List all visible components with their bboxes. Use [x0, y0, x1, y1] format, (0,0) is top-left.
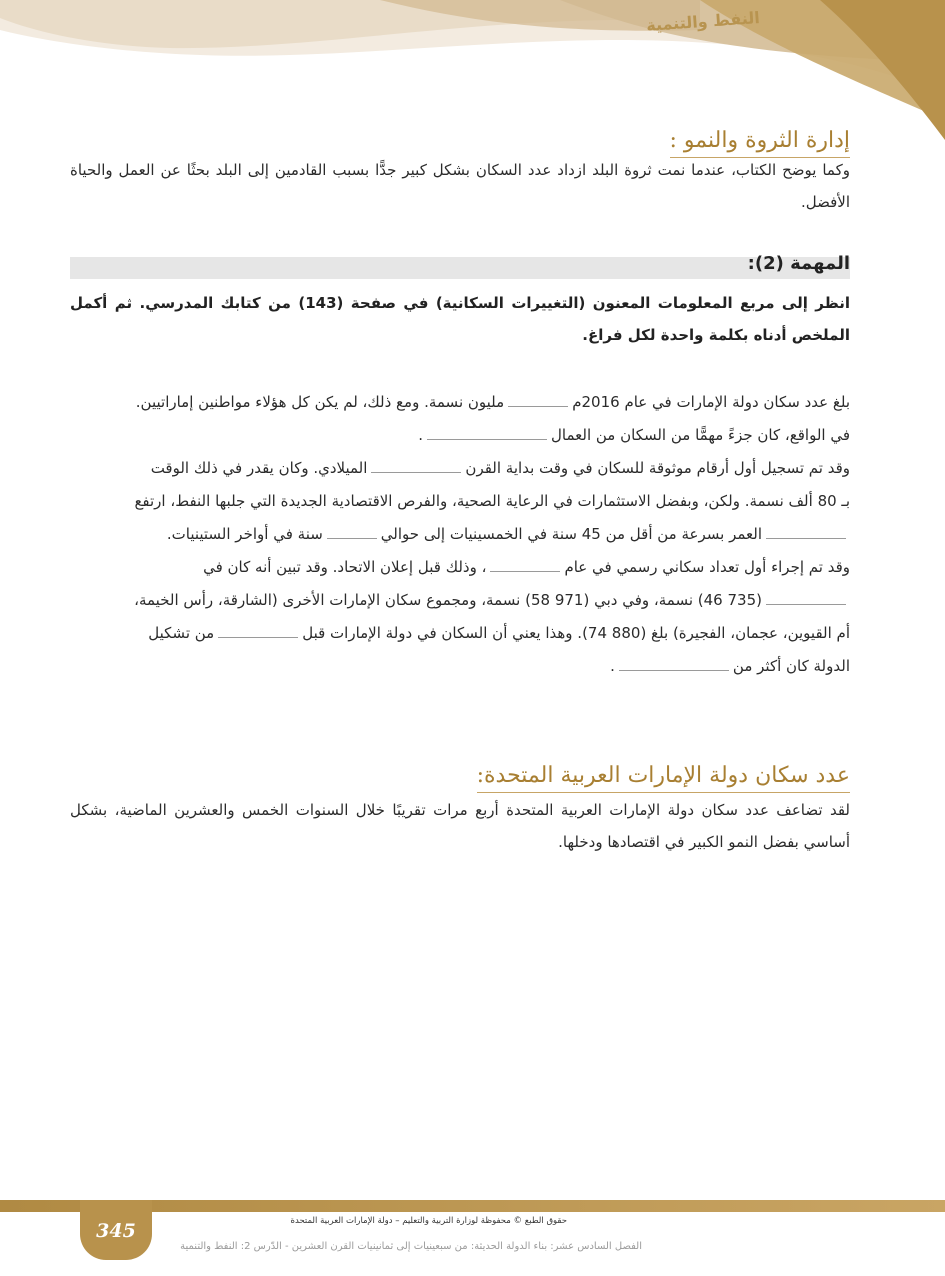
summary-line: [70, 419, 850, 452]
page-number: 345: [96, 1220, 136, 1242]
summary-text: .: [610, 657, 615, 675]
summary-line: [70, 584, 850, 617]
summary-line: [70, 452, 850, 485]
summary-text: العمر بسرعة من أقل من 45 سنة في الخمسينيات إلى حوالي: [380, 525, 762, 543]
population-paragraph: لقد تضاعف عدد سكان دولة الإمارات العربية المتحدة أربع مرات تقريبًا خلال السنوات الخمس والعشرين الماضية، بشكل أساسي بفضل النمو الكبير في اقتصادها ودخلها.: [70, 801, 850, 851]
summary-text: الدولة كان أكثر من: [732, 657, 850, 675]
answer-blank[interactable]: [766, 590, 846, 605]
section-heading-wealth: إدارة الثروة والنمو :: [670, 128, 850, 158]
task-instruction: انظر إلى مربع المعلومات المعنون (التغييرات السكانية) في صفحة (143) من كتابك المدرسي. ثم أكمل الملخص أدناه بكلمة واحدة لكل فراغ.: [70, 294, 850, 344]
summary-text: أم القيوين، عجمان، الفجيرة) بلغ (880 74). وهذا يعني أن السكان في دولة الإمارات قبل: [302, 624, 850, 642]
answer-blank[interactable]: [508, 392, 568, 407]
answer-blank[interactable]: [619, 656, 729, 671]
lesson-breadcrumb: الفصل السادس عشر: بناء الدولة الحديثة: من سبعينيات إلى ثمانينيات القرن العشرين - الدّرس 2: النفط والتنمية: [180, 1241, 642, 1252]
answer-blank[interactable]: [427, 425, 547, 440]
summary-text: الميلادي. وكان يقدر في ذلك الوقت: [150, 459, 368, 477]
summary-text: وقد تم تسجيل أول أرقام موثوقة للسكان في وقت بداية القرن: [465, 459, 850, 477]
summary-line: [70, 386, 850, 419]
summary-text: ، وذلك قبل إعلان الاتحاد. وقد تبين أنه كان في: [203, 558, 487, 576]
summary-text: سنة في أواخر الستينيات.: [166, 525, 323, 543]
summary-text: بلغ عدد سكان دولة الإمارات في عام 2016م: [572, 393, 850, 411]
chapter-title: النفط والتنمية: [645, 8, 761, 35]
fill-in-summary: [70, 386, 850, 683]
copyright-notice: حقوق الطبع © محفوظة لوزارة التربية والتعليم – دولة الإمارات العربية المتحدة: [290, 1216, 567, 1226]
answer-blank[interactable]: [371, 458, 461, 473]
task-title: المهمة (2):: [747, 253, 850, 274]
summary-text: .: [418, 426, 423, 444]
summary-text: من تشكيل: [148, 624, 215, 642]
summary-text: مليون نسمة. ومع ذلك، لم يكن كل هؤلاء مواطنين إماراتيين.: [135, 393, 505, 411]
summary-line: [70, 650, 850, 683]
summary-text: بـ 80 ألف نسمة. ولكن، وبفضل الاستثمارات في الرعاية الصحية، والفرص الاقتصادية الجديدة التي جلبها النفط، ارتفع: [134, 492, 850, 510]
answer-blank[interactable]: [766, 524, 846, 539]
summary-line: [70, 551, 850, 584]
summary-text: في الواقع، كان جزءً مهمًّا من السكان من العمال: [551, 426, 850, 444]
section-heading-population: عدد سكان دولة الإمارات العربية المتحدة:: [477, 763, 850, 793]
summary-text: (735 46) نسمة، وفي دبي (971 58) نسمة، ومجموع سكان الإمارات الأخرى (الشارقة، رأس الخيمة،: [134, 591, 762, 609]
answer-blank[interactable]: [327, 524, 377, 539]
wealth-paragraph: وكما يوضح الكتاب، عندما نمت ثروة البلد ازداد عدد السكان بشكل كبير جدًّا بسبب القادمين إلى البلد بحثًا عن العمل والحياة الأفضل.: [70, 161, 850, 211]
task-header-bar: [70, 257, 850, 279]
answer-blank[interactable]: [490, 557, 560, 572]
summary-line: [70, 617, 850, 650]
summary-line: [70, 485, 850, 518]
summary-line: [70, 518, 850, 551]
answer-blank[interactable]: [218, 623, 298, 638]
summary-text: وقد تم إجراء أول تعداد سكاني رسمي في عام: [564, 558, 850, 576]
